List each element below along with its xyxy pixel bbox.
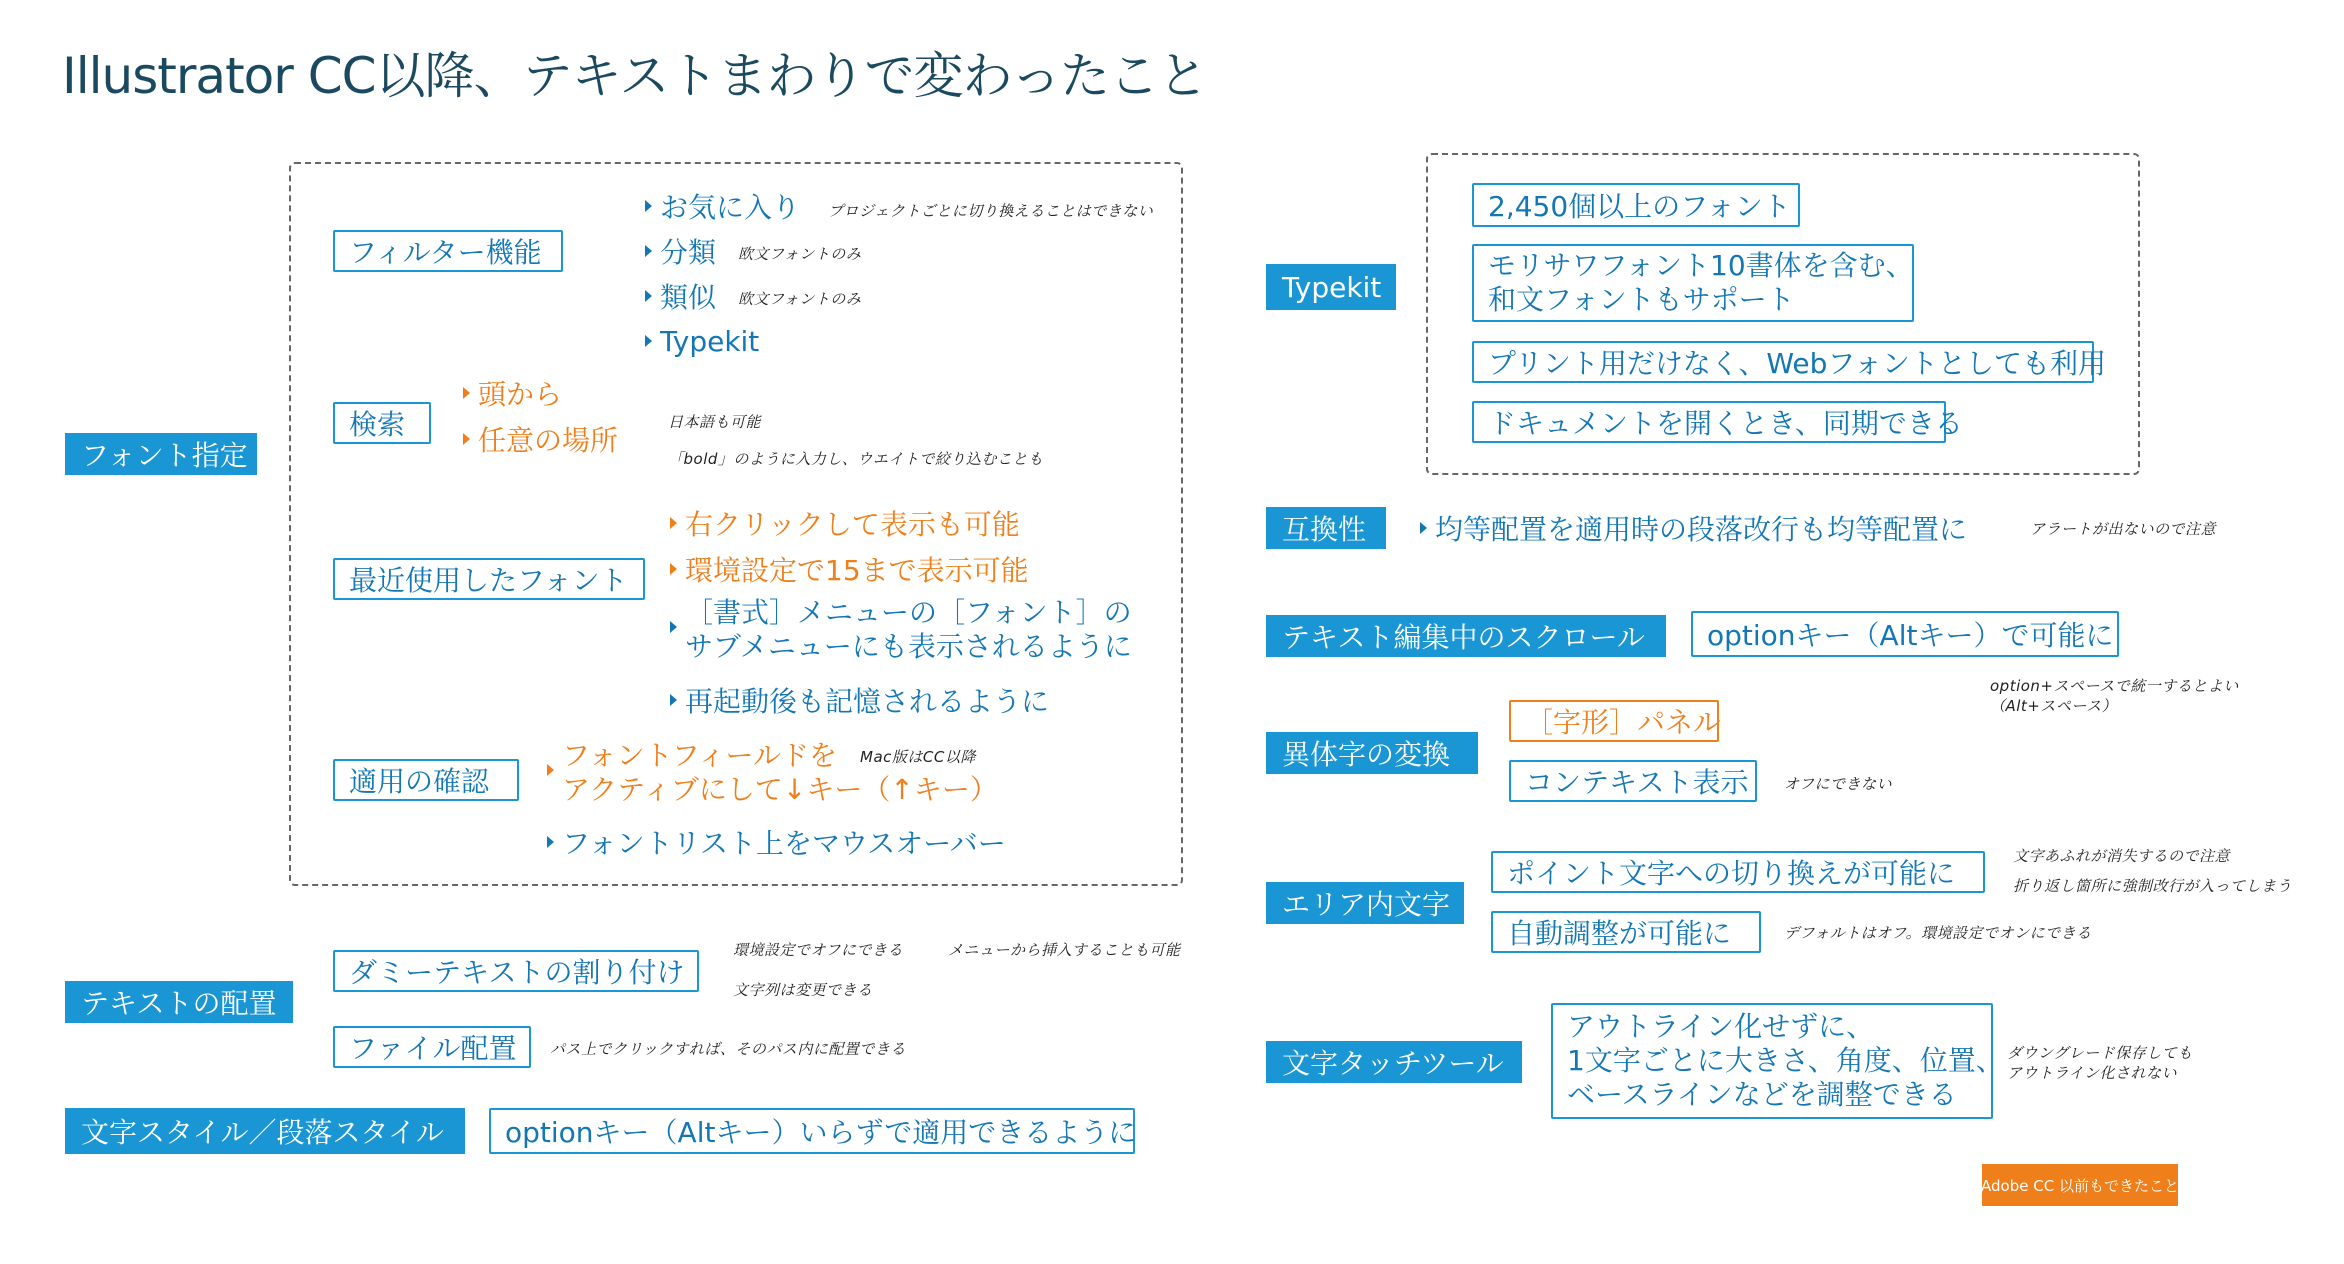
- text-place-note-prefs: 環境設定でオフにできる: [733, 941, 904, 959]
- recent-item-restart: 再起動後も記憶されるように: [670, 680, 1049, 720]
- recent-item-menu: ［書式］メニューの［フォント］の サブメニューにも表示されるように: [670, 596, 1132, 664]
- filter-item-category: 分類: [645, 231, 716, 271]
- styles-desc-box: optionキー（Altキー）いらずで適用できるように: [489, 1108, 1135, 1154]
- area-auto-box: 自動調整が可能に: [1491, 911, 1761, 953]
- filter-note-latin-1: 欧文フォントのみ: [738, 245, 862, 263]
- search-note-bold: 「bold」のように入力し、ウエイトで絞り込むことも: [668, 450, 1044, 468]
- bullet-triangle-icon: [645, 335, 652, 347]
- compat-label: 互換性: [1266, 507, 1386, 549]
- bullet-triangle-icon: [670, 694, 677, 706]
- bullet-triangle-icon: [547, 764, 554, 776]
- apply-item-hover: フォントリスト上をマウスオーバー: [547, 822, 1006, 862]
- bullet-triangle-icon: [670, 563, 677, 575]
- touch-note-line1: ダウングレード保存しても: [2007, 1044, 2193, 1062]
- compat-note: アラートが出ないので注意: [2030, 520, 2217, 538]
- styles-label: 文字スタイル／段落スタイル: [65, 1108, 465, 1154]
- glyph-panel-box: ［字形］パネル: [1509, 700, 1719, 742]
- recent-item-prefs: 環境設定で15まで表示可能: [670, 549, 1029, 589]
- dummy-text-box: ダミーテキストの割り付け: [333, 950, 699, 992]
- touch-note-line2: アウトライン化されない: [2007, 1064, 2178, 1082]
- filter-item-favorites: お気に入り: [645, 186, 800, 226]
- contextual-box: コンテキスト表示: [1509, 760, 1757, 802]
- variant-note: オフにできない: [1784, 775, 1893, 793]
- search-note-japanese: 日本語も可能: [668, 413, 762, 431]
- typekit-item-webfont: プリント用だけなく、Webフォントとしても利用: [1472, 341, 2094, 383]
- filter-label: フィルター機能: [333, 230, 563, 272]
- search-item-prefix: 頭から: [463, 373, 562, 413]
- filter-note-latin-2: 欧文フォントのみ: [738, 290, 862, 308]
- compat-desc: 均等配置を適用時の段落改行も均等配置に: [1420, 508, 1967, 548]
- scroll-note-line2: （Alt+スペース）: [1990, 697, 2118, 715]
- touch-type-label: 文字タッチツール: [1266, 1041, 1522, 1083]
- area-note-default: デフォルトはオフ。環境設定でオンにできる: [1784, 924, 2092, 942]
- legend-badge: Adobe CC 以前もできたこと: [1982, 1164, 2178, 1206]
- bullet-triangle-icon: [463, 387, 470, 399]
- touch-desc-line2: 1文字ごとに大きさ、角度、位置、: [1567, 1043, 2004, 1077]
- search-item-anywhere: 任意の場所: [463, 419, 618, 459]
- typekit-item-morisawa: [1472, 244, 1914, 322]
- typekit-morisawa-line2: 和文フォントもサポート: [1488, 283, 1795, 316]
- bullet-triangle-icon: [645, 245, 652, 257]
- filter-note-project: プロジェクトごとに切り換えることはできない: [828, 202, 1154, 220]
- recent-item-rightclick: 右クリックして表示も可能: [670, 503, 1020, 543]
- bullet-triangle-icon: [670, 517, 677, 529]
- area-type-label: エリア内文字: [1266, 882, 1464, 924]
- area-note-linebreak: 折り返し箇所に強制改行が入ってしまう: [2013, 877, 2293, 895]
- filter-item-typekit: Typekit: [645, 321, 759, 361]
- file-place-box: ファイル配置: [333, 1026, 531, 1068]
- scroll-label: テキスト編集中のスクロール: [1266, 615, 1666, 657]
- scroll-note-line1: option+スペースで統一するとよい: [1990, 677, 2239, 695]
- page-title: Illustrator CC以降、テキストまわりで変わったこと: [62, 47, 1208, 105]
- area-note-overflow: 文字あふれが消失するので注意: [2013, 847, 2231, 865]
- filter-item-similar: 類似: [645, 276, 716, 316]
- typekit-item-sync: ドキュメントを開くとき、同期できる: [1472, 401, 1946, 443]
- font-spec-label: フォント指定: [65, 433, 257, 475]
- scroll-desc-box: optionキー（Altキー）で可能に: [1691, 611, 2119, 657]
- text-placement-label: テキストの配置: [65, 981, 293, 1023]
- bullet-triangle-icon: [645, 200, 652, 212]
- typekit-morisawa-line1: モリサワフォント10書体を含む、: [1488, 248, 1914, 282]
- typekit-item-count: 2,450個以上のフォント: [1472, 183, 1800, 227]
- bullet-triangle-icon: [547, 836, 554, 848]
- touch-type-desc-box: [1551, 1003, 2004, 1119]
- text-place-note-path: パス上でクリックすれば、そのパス内に配置できる: [550, 1040, 906, 1058]
- bullet-triangle-icon: [463, 433, 470, 445]
- variant-label: 異体字の変換: [1266, 732, 1478, 774]
- touch-desc-line1: アウトライン化せずに、: [1567, 1009, 1875, 1043]
- text-place-note-string: 文字列は変更できる: [733, 981, 873, 999]
- bullet-triangle-icon: [1420, 522, 1427, 534]
- search-label: 検索: [333, 402, 431, 444]
- text-place-note-menu: メニューから挿入することも可能: [948, 941, 1181, 959]
- apply-note-mac: Mac版はCC以降: [860, 748, 976, 766]
- area-switch-box: ポイント文字への切り換えが可能に: [1491, 851, 1985, 893]
- bullet-triangle-icon: [645, 290, 652, 302]
- apply-check-label: 適用の確認: [333, 759, 519, 801]
- typekit-label: Typekit: [1266, 264, 1396, 310]
- recent-fonts-label: 最近使用したフォント: [333, 558, 645, 600]
- apply-item-field: フォントフィールドを アクティブにして↓キー（↑キー）: [547, 739, 998, 807]
- bullet-triangle-icon: [670, 621, 677, 633]
- touch-desc-line3: ベースラインなどを調整できる: [1567, 1078, 1957, 1112]
